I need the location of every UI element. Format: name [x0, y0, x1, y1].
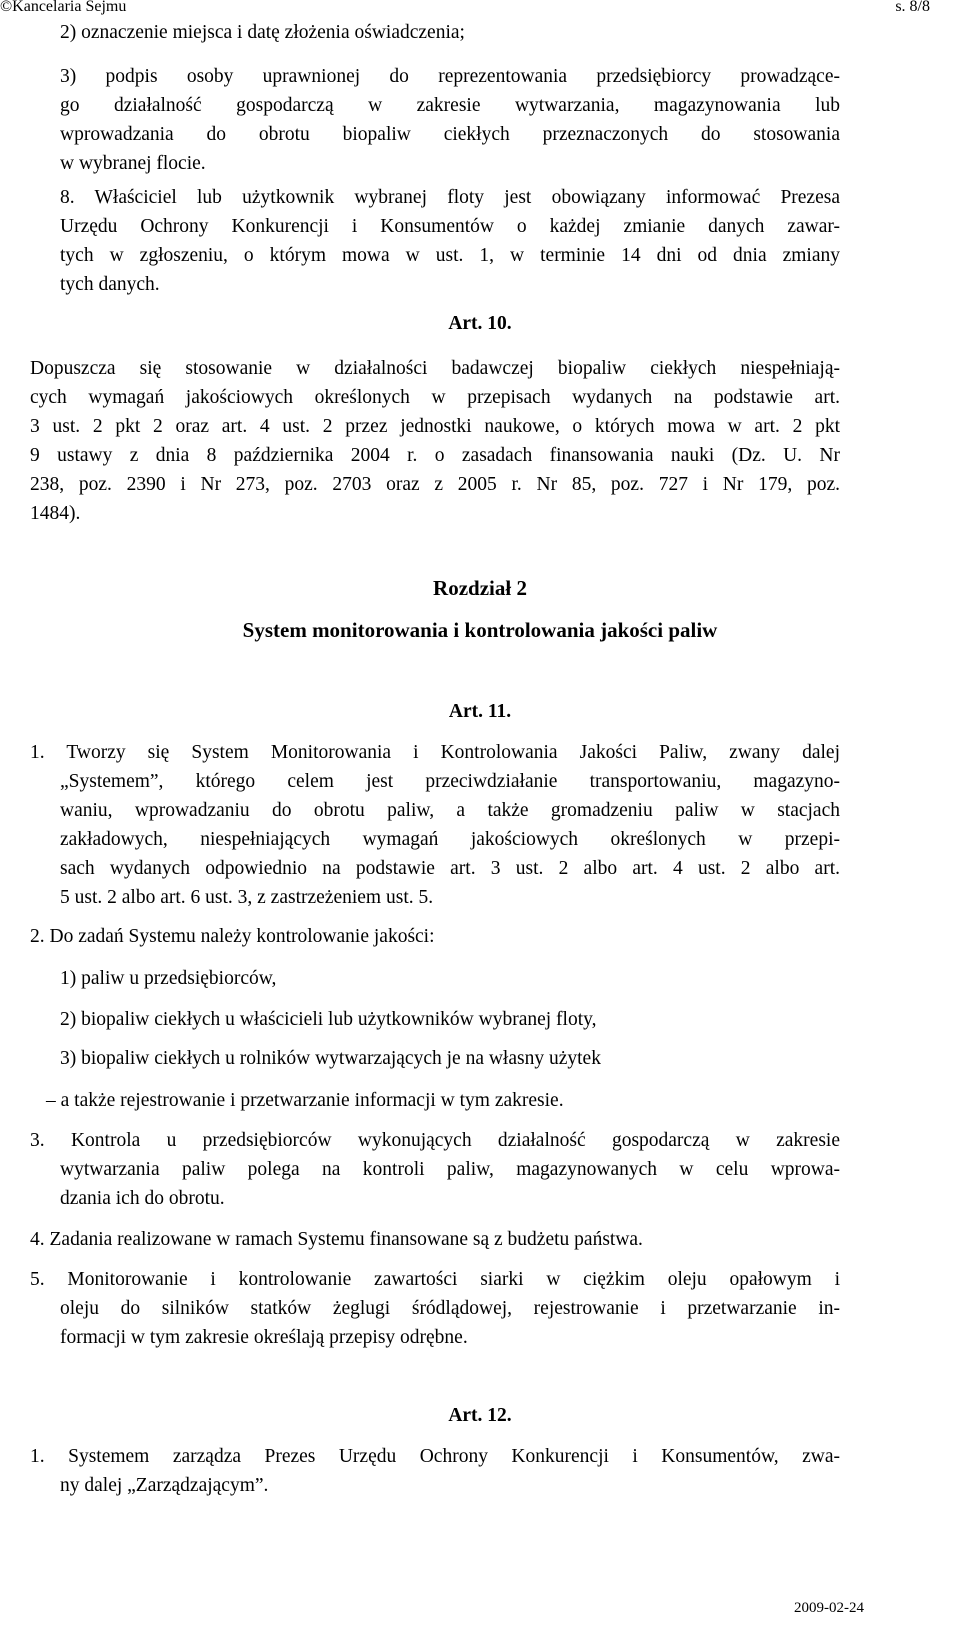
text-line: waniu, wprowadzaniu do obrotu paliw, a także gromadzeniu paliw w stacjach: [60, 800, 840, 821]
text-line: 9 ustawy z dnia 8 października 2004 r. o zasadach finansowania nauki (Dz. U. Nr: [30, 445, 840, 466]
chapter-number: Rozdział 2: [433, 576, 527, 600]
text-line: sach wydanych odpowiednio na podstawie art. 3 ust. 2 albo art. 4 ust. 2 albo art.: [60, 858, 840, 879]
list-item-3: [60, 62, 840, 182]
text-line: 5 ust. 2 albo art. 6 ust. 3, z zastrzeżeniem ust. 5.: [60, 887, 434, 908]
text-line: 1) paliw u przedsiębiorców,: [60, 968, 277, 989]
text-line: tych danych.: [60, 274, 160, 295]
text-line: formacji w tym zakresie określają przepisy odrębne.: [60, 1327, 468, 1348]
text-line: ny dalej „Zarządzającym”.: [60, 1475, 269, 1496]
text-line: Dopuszcza się stosowanie w działalności badawczej biopaliw ciekłych niespełniają-: [30, 358, 840, 379]
text-line: w wybranej flocie.: [60, 153, 206, 174]
article-title-10: Art. 10.: [448, 313, 512, 334]
text-line: go działalność gospodarczą w zakresie wytwarzania, magazynowania lub: [60, 95, 840, 116]
text-line: wprowadzania do obrotu biopaliw ciekłych przeznaczonych do stosowania: [60, 124, 840, 145]
text-line: 1. Tworzy się System Monitorowania i Kontrolowania Jakości Paliw, zwany dalej: [30, 742, 840, 763]
text-line: 1484).: [30, 503, 81, 524]
text-line: dzania ich do obrotu.: [60, 1188, 225, 1209]
text-line: cych wymagań jakościowych określonych w przepisach wydanych na podstawie art.: [30, 387, 840, 408]
article-12-section-1: [30, 1442, 840, 1502]
article-11-section-5: [30, 1265, 840, 1355]
text-line: 8. Właściciel lub użytkownik wybranej floty jest obowiązany informować Prezesa: [60, 187, 840, 208]
text-line: zakładowych, niespełniających wymagań jakościowych określonych w przepi-: [60, 829, 840, 850]
text-line: oleju do silników statków żeglugi śródlądowej, rejestrowanie i przetwarzanie in-: [60, 1298, 840, 1319]
chapter-title: System monitorowania i kontrolowania jakości paliw: [242, 618, 718, 642]
text-line: 5. Monitorowanie i kontrolowanie zawartości siarki w ciężkim oleju opałowym i: [30, 1269, 840, 1290]
document-date: 2009-02-24: [794, 1600, 864, 1616]
text-line: 3 ust. 2 pkt 2 oraz art. 4 ust. 2 przez jednostki naukowe, o których mowa w art. 2 pkt: [30, 416, 840, 437]
article-title-11: Art. 11.: [448, 701, 512, 722]
text-line: 2. Do zadań Systemu należy kontrolowanie jakości:: [30, 926, 435, 947]
text-line: 3) biopaliw ciekłych u rolników wytwarzających je na własny użytek: [60, 1048, 601, 1069]
article-11-section-3: [30, 1126, 840, 1216]
paragraph-8: [60, 183, 840, 303]
article-title-12: Art. 12.: [448, 1405, 512, 1426]
copyright-label: ©Kancelaria Sejmu: [0, 0, 127, 15]
text-line: Urzędu Ochrony Konkurencji i Konsumentów o każdej zmianie danych zawar-: [60, 216, 840, 237]
text-line: tych w zgłoszeniu, o którym mowa w ust. 1, w terminie 14 dni od dnia zmiany: [60, 245, 840, 266]
text-line: 2) oznaczenie miejsca i datę złożenia oświadczenia;: [60, 22, 465, 43]
text-line: 1. Systemem zarządza Prezes Urzędu Ochrony Konkurencji i Konsumentów, zwa-: [30, 1446, 840, 1467]
text-line: 4. Zadania realizowane w ramach Systemu finansowane są z budżetu państwa.: [30, 1229, 643, 1250]
text-line: wytwarzania paliw polega na kontroli paliw, magazynowanych w celu wprowa-: [60, 1159, 840, 1180]
text-line: 3) podpis osoby uprawnionej do reprezentowania przedsiębiorcy prowadzące-: [60, 66, 840, 87]
text-line: – a także rejestrowanie i przetwarzanie informacji w tym zakresie.: [46, 1090, 564, 1111]
article-11-section-1: [30, 738, 840, 918]
text-line: 3. Kontrola u przedsiębiorców wykonujących działalność gospodarczą w zakresie: [30, 1130, 840, 1151]
text-line: 238, poz. 2390 i Nr 273, poz. 2703 oraz z 2005 r. Nr 85, poz. 727 i Nr 179, poz.: [30, 474, 840, 495]
text-line: 2) biopaliw ciekłych u właścicieli lub użytkowników wybranej floty,: [60, 1009, 597, 1030]
page-number: s. 8/8: [895, 0, 930, 15]
article-10-body: [30, 354, 840, 534]
text-line: „Systemem”, którego celem jest przeciwdziałanie transportowaniu, magazyno-: [60, 771, 840, 792]
